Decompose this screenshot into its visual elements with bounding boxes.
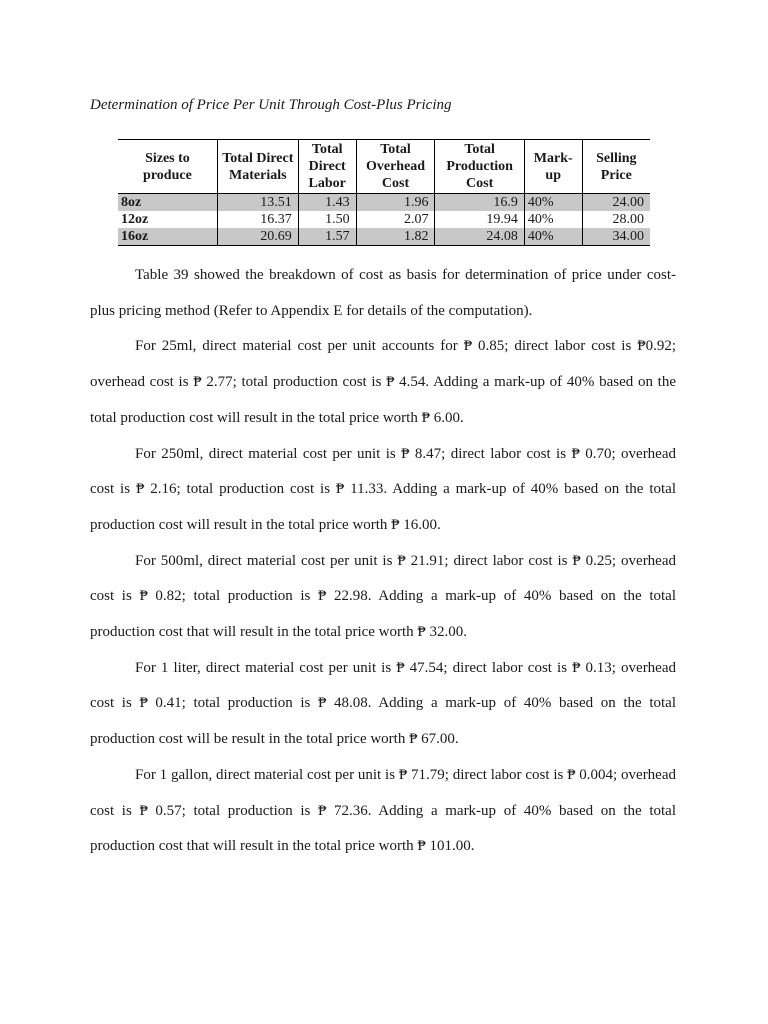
header-production-cost: Total Production Cost xyxy=(435,140,524,194)
cell-direct-labor: 1.57 xyxy=(298,228,356,246)
cell-direct-materials: 20.69 xyxy=(217,228,298,246)
cell-direct-materials: 13.51 xyxy=(217,194,298,212)
paragraph-1-liter: For 1 liter, direct material cost per unit is ₱ 47.54; direct labor cost is ₱ 0.13; overhead cost is ₱ 0.41; total production is ₱ 48.08. Adding a mark-up of 40% based on the total production cost will be result in the total price worth ₱ 67.00. xyxy=(90,659,676,748)
header-mark-up: Mark-up xyxy=(524,140,582,194)
cell-production-cost: 24.08 xyxy=(435,228,524,246)
cell-production-cost: 19.94 xyxy=(435,211,524,228)
table-header-row xyxy=(118,140,650,194)
cell-production-cost: 16.9 xyxy=(435,194,524,212)
table-row xyxy=(118,228,650,246)
header-sizes: Sizes to produce xyxy=(118,140,217,194)
header-direct-materials: Total Direct Materials xyxy=(217,140,298,194)
paragraph-table-summary: Table 39 showed the breakdown of cost as basis for determination of price under cost-plus pricing method (Refer to Appendix E for details of the computation). xyxy=(90,267,676,319)
table-caption: Determination of Price Per Unit Through Cost-Plus Pricing xyxy=(90,97,452,113)
cell-size: 8oz xyxy=(118,194,217,212)
cell-size: 16oz xyxy=(118,228,217,246)
paragraph-25ml: For 25ml, direct material cost per unit accounts for ₱ 0.85; direct labor cost is ₱0.92; overhead cost is ₱ 2.77; total production cost is ₱ 4.54. Adding a mark-up of 40% based on the total production cost will result in the total price worth ₱ 6.00. xyxy=(90,338,676,426)
header-direct-labor: Total Direct Labor xyxy=(298,140,356,194)
table-row xyxy=(118,211,650,228)
cost-plus-pricing-table xyxy=(118,139,650,246)
cell-selling-price: 34.00 xyxy=(582,228,650,246)
body-text xyxy=(90,258,676,865)
cell-direct-labor: 1.43 xyxy=(298,194,356,212)
cell-overhead-cost: 2.07 xyxy=(356,211,435,228)
cell-direct-materials: 16.37 xyxy=(217,211,298,228)
header-overhead-cost: Total Overhead Cost xyxy=(356,140,435,194)
paragraph-250ml: For 250ml, direct material cost per unit is ₱ 8.47; direct labor cost is ₱ 0.70; overhead cost is ₱ 2.16; total production cost is ₱ 11.33. Adding a mark-up of 40% based on the total production cost will result in the total price worth ₱ 16.00. xyxy=(90,445,676,533)
paragraph-1-gallon: For 1 gallon, direct material cost per unit is ₱ 71.79; direct labor cost is ₱ 0.004; overhead cost is ₱ 0.57; total production is ₱ 72.36. Adding a mark-up of 40% based on the total production cost that will result in the total price worth ₱ 101.00. xyxy=(90,766,676,855)
cell-mark-up: 40% xyxy=(524,211,582,228)
cell-selling-price: 28.00 xyxy=(582,211,650,228)
cell-mark-up: 40% xyxy=(524,228,582,246)
header-selling-price: Selling Price xyxy=(582,140,650,194)
cell-mark-up: 40% xyxy=(524,194,582,212)
paragraph-500ml: For 500ml, direct material cost per unit is ₱ 21.91; direct labor cost is ₱ 0.25; overhead cost is ₱ 0.82; total production is ₱ 22.98. Adding a mark-up of 40% based on the total production cost that will result in the total price worth ₱ 32.00. xyxy=(90,552,676,641)
cell-overhead-cost: 1.82 xyxy=(356,228,435,246)
cell-overhead-cost: 1.96 xyxy=(356,194,435,212)
cell-direct-labor: 1.50 xyxy=(298,211,356,228)
cell-size: 12oz xyxy=(121,212,149,227)
table-row xyxy=(118,194,650,212)
cell-selling-price: 24.00 xyxy=(582,194,650,212)
